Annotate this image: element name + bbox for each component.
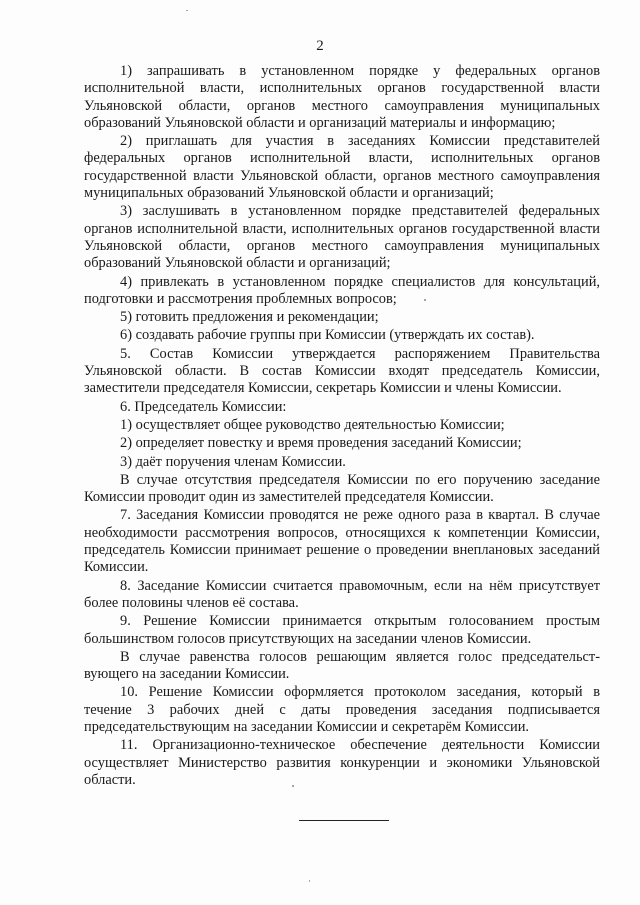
paragraph-8: 6. Председатель Комиссии:	[120, 398, 287, 415]
page-number: 2	[316, 38, 324, 54]
paragraph-13: 7. Заседания Комиссии проводятся не реже одного раза в квартал. В случае необходимости рассмотрения вопросов, относящихся к компетенции Комиссии, председатель Комиссии принимает решение о проведении внеплановых заседаний Комиссии.	[84, 507, 600, 576]
paragraph-16: В случае равенства голосов решающим является голос председательст-вующего на заседании Комиссии.	[84, 648, 600, 683]
scan-speck	[186, 10, 188, 11]
document-body	[84, 63, 600, 790]
paragraph-18: 11. Организационно-техническое обеспечение деятельности Комиссии осуществляет Министерство развития конкуренции и экономики Ульяновской области.	[84, 737, 600, 788]
paragraph-2: 2) приглашать для участия в заседаниях Комиссии представителей федеральных органов исполнительной власти, исполнительных органов государственной власти Ульяновской области, органов местного самоуправления муниципальных образований Ульяновской области и организаций;	[84, 133, 600, 202]
paragraph-7: 5. Состав Комиссии утверждается распоряжением Правительства Ульяновской области. В состав Комиссии входят председатель Комиссии, заместители председателя Комиссии, секретарь Комиссии и члены Комиссии.	[84, 345, 600, 397]
scan-speck	[424, 299, 426, 301]
paragraph-12: В случае отсутствия председателя Комиссии по его поручению заседание Комиссии проводит один из заместителей председателя Комиссии.	[84, 471, 600, 506]
paragraph-3: 3) заслушивать в установленном порядке представителей федеральных органов исполнительной власти, исполнительных органов государственной власти Ульяновской области, органов местного самоуправления муниципальных образований Ульяновской области и организаций;	[84, 203, 600, 272]
closing-divider-line	[299, 820, 389, 821]
scan-speck	[292, 785, 294, 787]
paragraph-5: 5) готовить предложения и рекомендации;	[120, 309, 379, 326]
paragraph-9: 1) осуществляет общее руководство деятельностью Комиссии;	[120, 416, 505, 433]
paragraph-10: 2) определяет повестку и время проведения заседаний Комиссии;	[120, 435, 522, 452]
paragraph-1: 1) запрашивать в установленном порядке у федеральных органов исполнительной власти, исполнительных органов государственной власти Ульяновской области, органов местного самоуправления муниципальных образований Ульяновской области и организаций материалы и информацию;	[84, 63, 600, 131]
paragraph-11: 3) даёт поручения членам Комиссии.	[120, 453, 346, 470]
paragraph-6: 6) создавать рабочие группы при Комиссии (утверждать их состав).	[120, 327, 535, 344]
scan-speck	[309, 880, 310, 882]
paragraph-4: 4) привлекать в установленном порядке специалистов для консультаций, подготовки и рассмотрения проблемных вопросов;	[84, 273, 600, 307]
paragraph-14: 8. Заседание Комиссии считается правомочным, если на нём присутствует более половины членов её состава.	[84, 577, 600, 611]
paragraph-15: 9. Решение Комиссии принимается открытым голосованием простым большинством голосов присутствующих на заседании членов Комиссии.	[84, 613, 600, 647]
paragraph-17: 10. Решение Комиссии оформляется протоколом заседания, который в течение 3 рабочих дней с даты проведения заседания подписывается председательствующим на заседании Комиссии и секретарём Комиссии.	[84, 684, 600, 735]
